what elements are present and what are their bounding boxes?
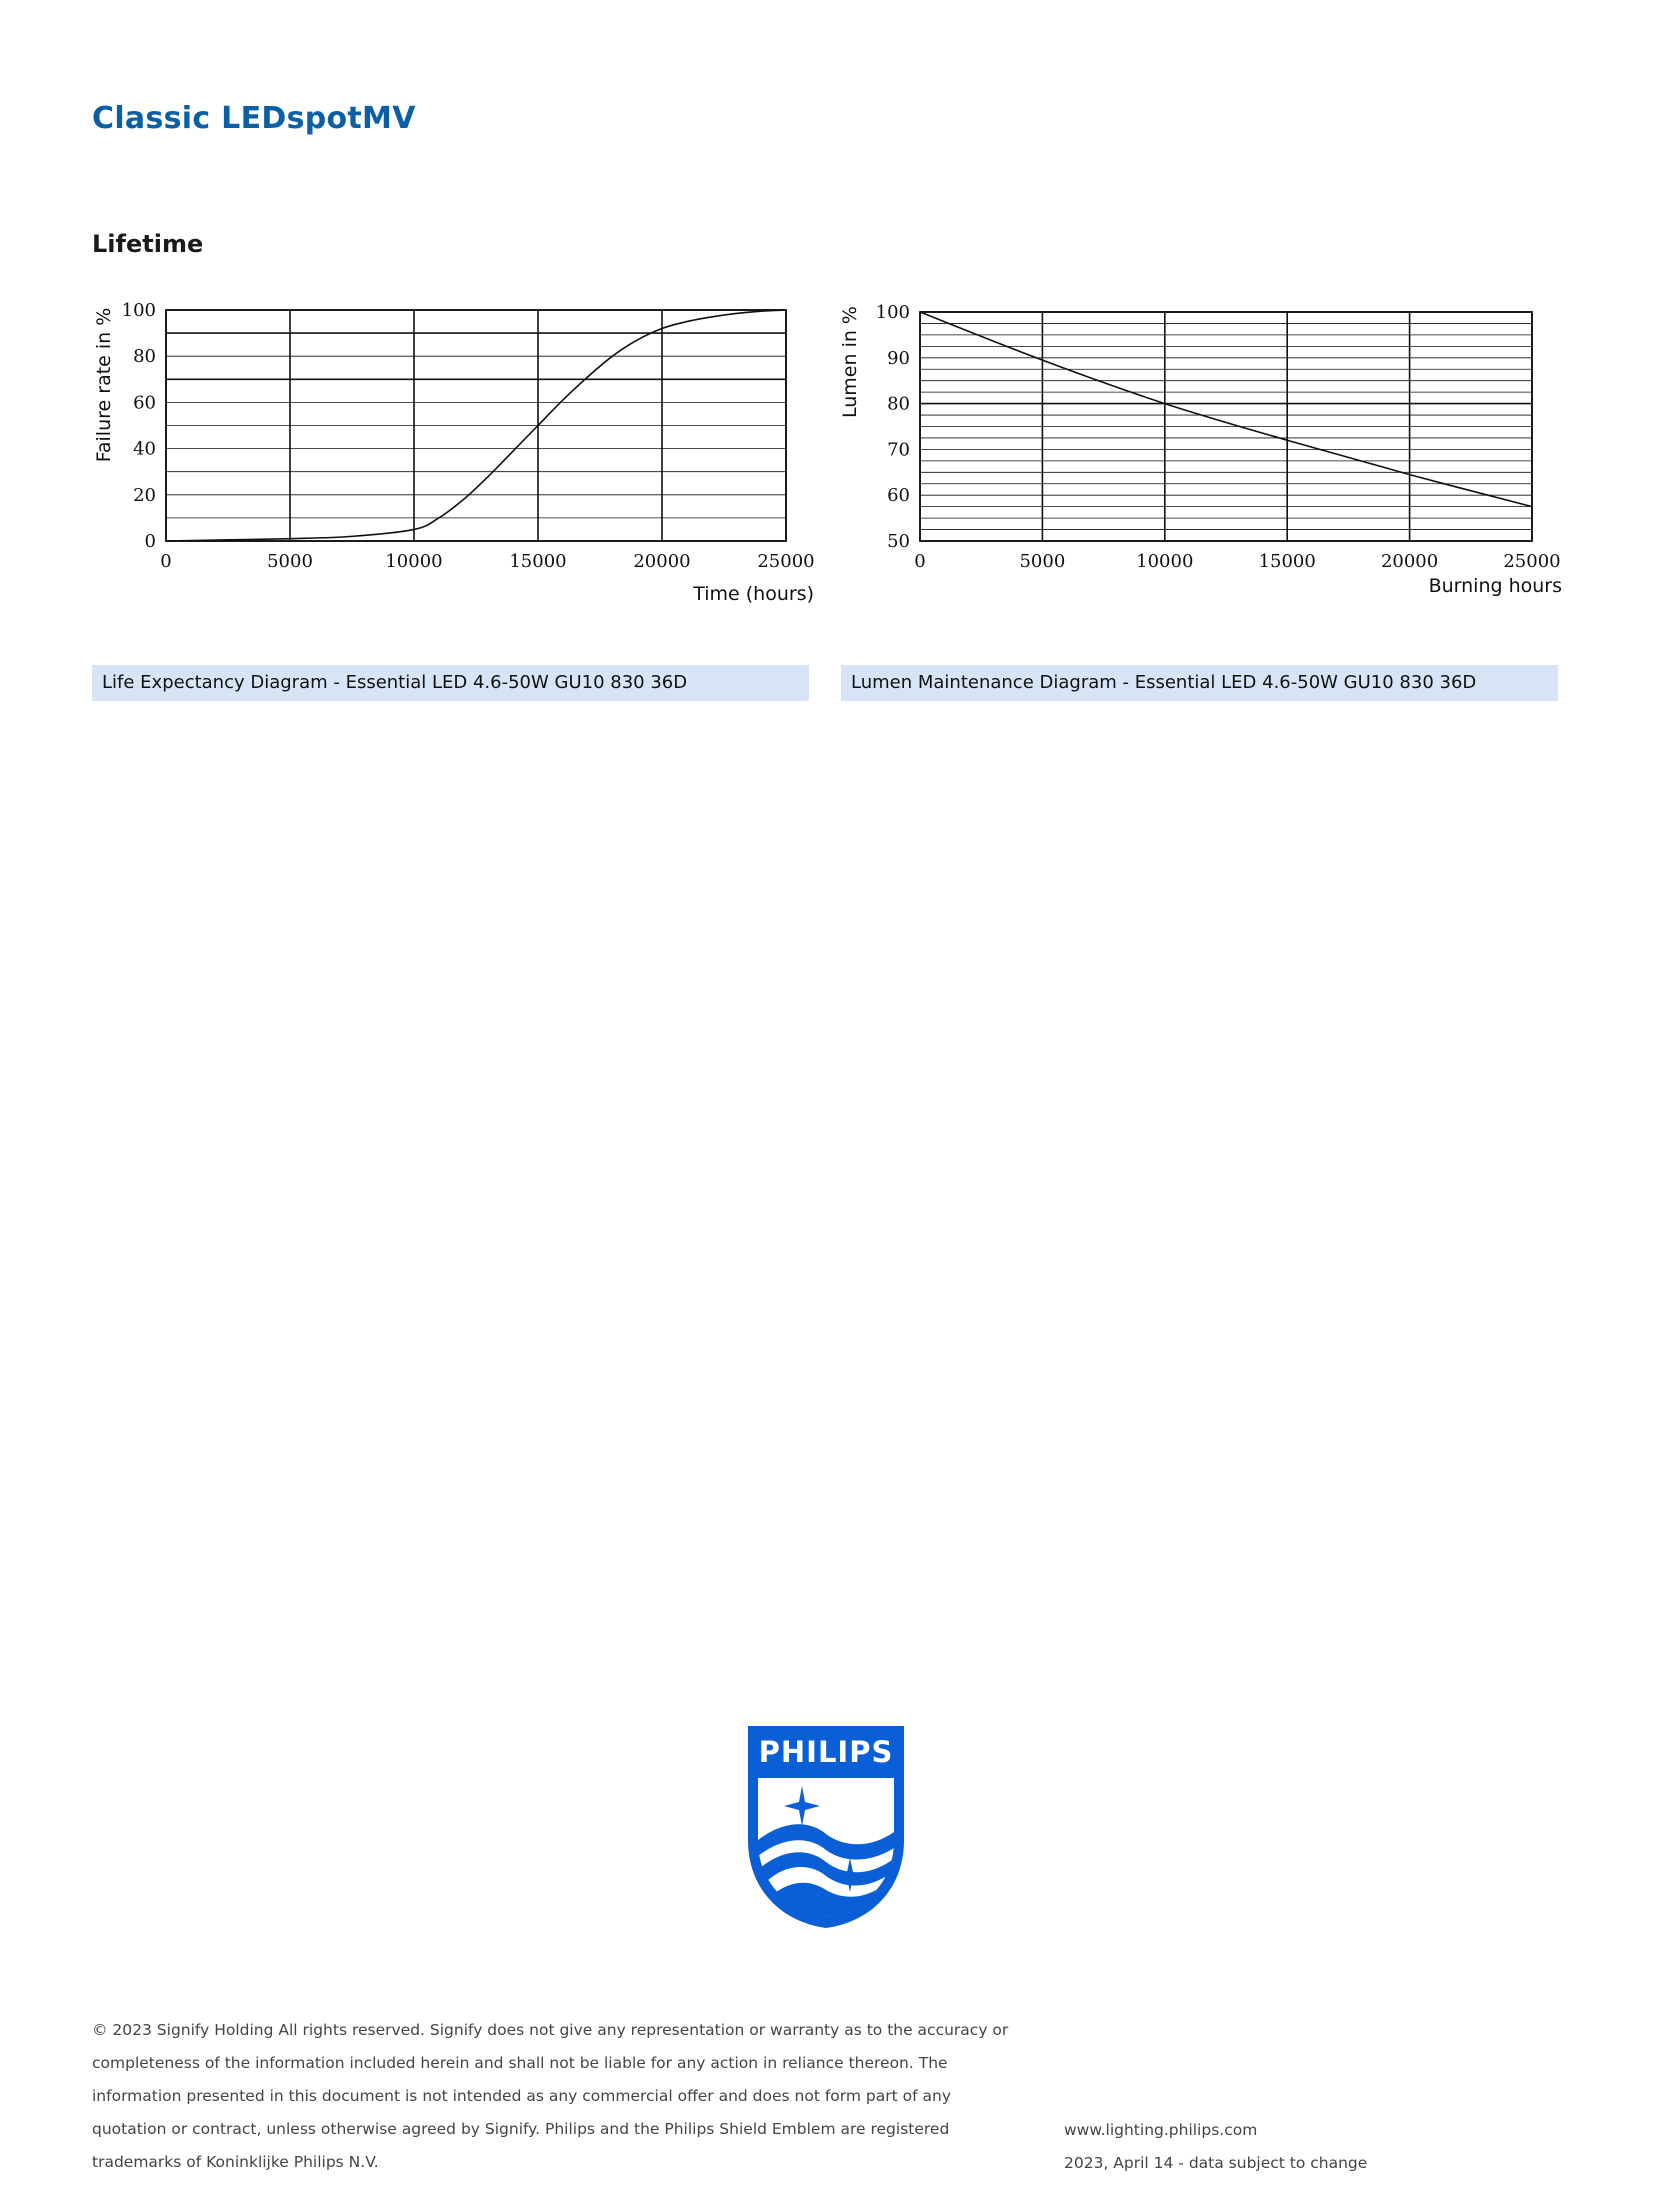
- lumen-y-tick-label: 100: [875, 302, 910, 323]
- lumen-y-tick-label: 60: [887, 485, 910, 507]
- lumen-x-tick-label: 25000: [1503, 551, 1561, 572]
- document-title: Classic LEDspotMV: [92, 101, 416, 136]
- legal-line: information presented in this document is not intended as any commercial offer and does not form part of any: [92, 2087, 951, 2105]
- life-x-tick-label: 20000: [633, 551, 691, 572]
- lumen-y-tick-label: 70: [887, 439, 910, 461]
- life-x-tick-label: 0: [160, 551, 172, 572]
- section-title: Lifetime: [92, 230, 204, 258]
- lumen-maintenance-curve: [920, 312, 1532, 507]
- legal-disclaimer: [92, 2014, 1032, 2179]
- life-y-tick-label: 40: [133, 438, 156, 460]
- website-link[interactable]: www.lighting.philips.com: [1064, 2121, 1258, 2139]
- life-y-axis-label: Failure rate in %: [93, 307, 115, 463]
- life-expectancy-caption: Life Expectancy Diagram - Essential LED 4.6-50W GU10 830 36D: [92, 665, 809, 701]
- lumen-y-axis-label: Lumen in %: [839, 306, 861, 418]
- footer-info: [1064, 2114, 1367, 2180]
- publication-date: 2023, April 14 - data subject to change: [1064, 2154, 1368, 2172]
- life-x-tick-label: 5000: [267, 551, 313, 572]
- life-y-tick-label: 0: [144, 531, 156, 552]
- life-expectancy-chart: [86, 290, 826, 624]
- lumen-x-tick-label: 0: [914, 551, 926, 572]
- lumen-x-axis-label: Burning hours: [1428, 575, 1562, 597]
- lumen-y-tick-label: 90: [887, 347, 910, 369]
- life-y-tick-label: 20: [133, 484, 156, 506]
- legal-line: trademarks of Koninklijke Philips N.V.: [92, 2153, 379, 2171]
- lumen-x-tick-label: 10000: [1136, 551, 1194, 572]
- life-y-tick-label: 60: [133, 392, 156, 414]
- lumen-maintenance-chart: [832, 290, 1572, 624]
- life-x-tick-label: 25000: [757, 551, 815, 572]
- life-y-tick-label: 100: [121, 300, 156, 321]
- philips-wordmark: PHILIPS: [758, 1735, 894, 1769]
- life-chart-grid: [166, 310, 786, 541]
- philips-shield-logo: [742, 1722, 910, 1930]
- life-x-axis-label: Time (hours): [693, 583, 814, 605]
- legal-line: © 2023 Signify Holding All rights reserved. Signify does not give any representation or warranty as to the accuracy or: [92, 2021, 1009, 2039]
- life-x-tick-label: 15000: [509, 551, 567, 572]
- lumen-maintenance-caption: Lumen Maintenance Diagram - Essential LED 4.6-50W GU10 830 36D: [841, 665, 1558, 701]
- legal-line: quotation or contract, unless otherwise agreed by Signify. Philips and the Philips Shield Emblem are registered: [92, 2120, 950, 2138]
- life-y-tick-label: 80: [133, 346, 156, 368]
- lumen-x-tick-label: 5000: [1019, 551, 1066, 572]
- lumen-x-tick-label: 20000: [1380, 551, 1439, 572]
- lumen-y-tick-label: 80: [887, 393, 910, 415]
- lumen-chart-grid: [920, 312, 1532, 541]
- legal-line: completeness of the information included herein and shall not be liable for any action in reliance thereon. The: [92, 2054, 948, 2072]
- lumen-x-tick-label: 15000: [1258, 551, 1316, 572]
- lumen-y-tick-label: 50: [887, 531, 910, 552]
- life-x-tick-label: 10000: [385, 551, 443, 572]
